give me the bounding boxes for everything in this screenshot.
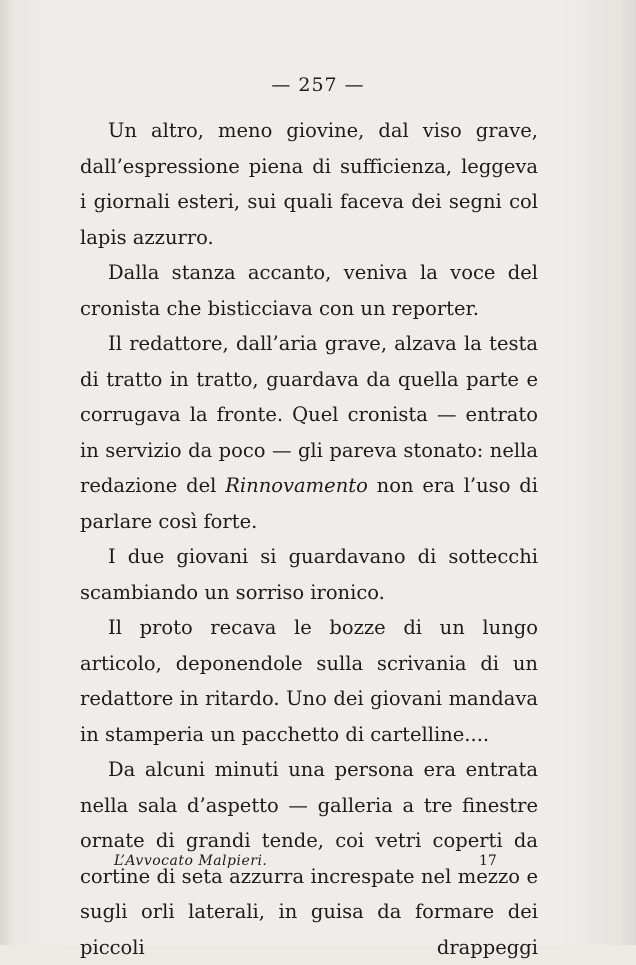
paragraph-3 [80, 326, 538, 539]
paragraph-3-text-end: non era l’uso di parlare così forte. [80, 474, 538, 533]
page-number: — 257 — [271, 74, 365, 96]
newspaper-title: Rinnovamento [225, 474, 368, 497]
paragraph-6: Da alcuni minuti una persona era entrata nella sala d’aspetto — galleria a tre finestre ornate di grandi tende, coi vetri coperti da cortine di seta azzurra increspate nel mezzo e sugli orli laterali, in guisa da formare dei piccoli drappeggi [80, 758, 538, 959]
paragraph-2: Dalla stanza accanto, veniva la voce del cronista che bisticciava con un reporter. [80, 261, 538, 320]
body-text [80, 113, 538, 965]
signature-mark: 17 [479, 853, 497, 869]
paragraph-5: Il proto recava le bozze di un lungo articolo, deponendole sulla scrivania di un redattore in ritardo. Uno dei giovani mandava in stamperia un pacchetto di cartelline.... [80, 616, 538, 746]
paragraph-4: I due giovani si guardavano di sottecchi scambiando un sorriso ironico. [80, 545, 538, 604]
paragraph-3-text-start: Il redattore, dall’aria grave, alzava la testa di tratto in tratto, guardava da quella parte e corrugava la fronte. Quel cronista — entrato in servizio da poco — gli pareva stonato: nella redazione del [80, 332, 538, 497]
running-footer-title: L’Avvocato Malpieri. [114, 853, 268, 869]
paragraph-1: Un altro, meno giovine, dal viso grave, dall’espressione piena di sufficienza, leggeva i giornali esteri, sui quali faceva dei segni col lapis azzurro. [80, 119, 538, 249]
